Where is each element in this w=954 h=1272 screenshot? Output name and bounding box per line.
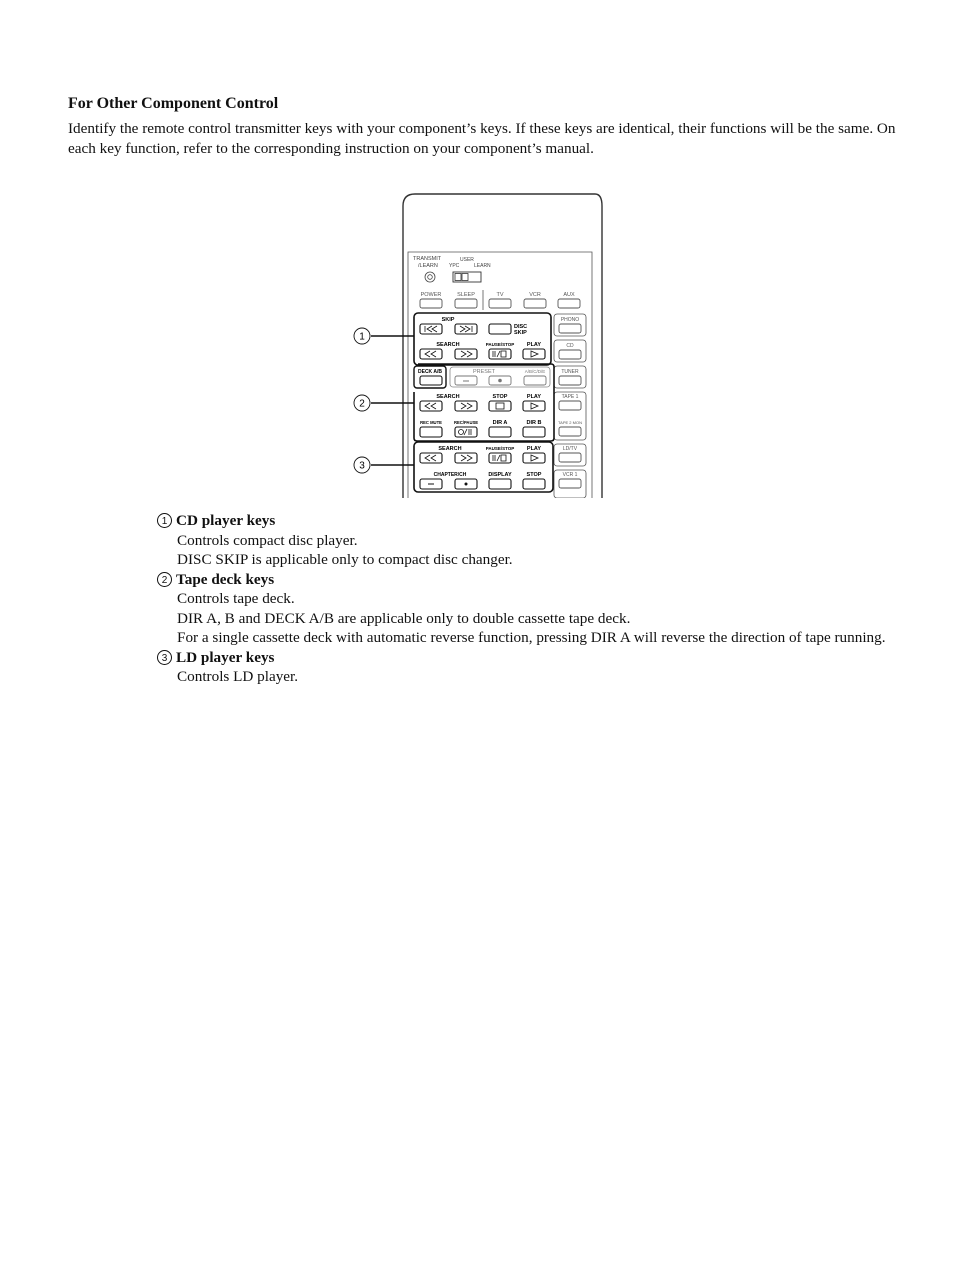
- learn-label: /LEARN: [418, 263, 438, 269]
- vcr1-key-label: VCR 1: [562, 472, 578, 478]
- tape-dir-a-label: DIR A: [492, 420, 508, 426]
- legend-line: DIR A, B and DECK A/B are applicable only to double cassette tape deck.: [177, 609, 631, 627]
- abcde-label: A/B/C/D/E: [524, 369, 546, 374]
- callout-3-number: 3: [359, 460, 365, 472]
- preset-label: PRESET: [472, 369, 496, 375]
- ldtv-key-label: LD/TV: [562, 446, 578, 452]
- ld-search-label: SEARCH: [438, 446, 462, 452]
- legend-entry-cd: [157, 511, 897, 570]
- tape1-key-label: TAPE 1: [561, 394, 579, 400]
- power-key-label: POWER: [420, 292, 442, 298]
- key-legend: [157, 511, 897, 687]
- cd-search-label: SEARCH: [436, 342, 460, 348]
- legend-entry-ld: [157, 648, 897, 687]
- user-label: USER: [460, 257, 474, 263]
- cd-disc-skip-label: SKIP: [514, 330, 527, 336]
- tv-key-label: TV: [496, 292, 504, 298]
- vcr-key-label: VCR: [529, 292, 541, 298]
- callout-1-number: 1: [359, 331, 365, 343]
- ld-stop-label: STOP: [526, 472, 542, 478]
- legend-line: Controls compact disc player.: [177, 531, 358, 549]
- cd-input-key-label: CD: [566, 343, 574, 349]
- ld-pause-stop-label: PAUSE/STOP: [485, 446, 515, 451]
- ld-display-label: DISPLAY: [488, 472, 512, 478]
- cd-skip-label: SKIP: [441, 317, 455, 323]
- legend-title-ld: LD player keys: [176, 648, 275, 666]
- cd-pause-stop-label: PAUSE/STOP: [485, 342, 515, 347]
- legend-entry-tape: [157, 570, 897, 648]
- tape-rec-pause-label: REC/PAUSE: [453, 420, 479, 425]
- callout-2-number: 2: [359, 398, 365, 410]
- legend-line: Controls tape deck.: [177, 590, 295, 607]
- legend-title-cd: CD player keys: [176, 512, 276, 529]
- tape-stop-label: STOP: [492, 394, 508, 400]
- cd-disc-label: DISC: [514, 324, 528, 330]
- section-heading: For Other Component Control: [68, 95, 279, 112]
- tape-rec-mute-label: REC MUTE: [420, 420, 442, 425]
- remote-control-figure: [340, 186, 620, 498]
- legend-title-tape: Tape deck keys: [176, 570, 275, 588]
- legend-number-2: 2: [157, 572, 172, 587]
- sleep-key-label: SLEEP: [457, 292, 475, 298]
- deck-ab-label: DECK A/B: [418, 369, 442, 375]
- tape-play-label: PLAY: [526, 394, 542, 400]
- legend-number-1: 1: [157, 513, 172, 528]
- tape-search-label: SEARCH: [436, 394, 460, 400]
- learn-switch-label: LEARN: [474, 263, 491, 269]
- ld-play-label: PLAY: [526, 446, 542, 452]
- intro-paragraph: Identify the remote control transmitter keys with your component’s keys. If these keys are identical, their functions will be the same. On each key function, refer to the corresponding instruction on your component’s manual.: [68, 120, 896, 157]
- legend-line: For a single cassette deck with automatic reverse function, pressing DIR A will reverse the direction of tape running.: [177, 629, 886, 646]
- tape-dir-b-label: DIR B: [526, 420, 542, 426]
- legend-number-3: 3: [157, 650, 172, 665]
- remote-control-illustration: [340, 186, 620, 498]
- transmit-label: TRANSMIT: [413, 256, 442, 262]
- aux-key-label: AUX: [563, 292, 575, 298]
- phono-key-label: PHONO: [560, 317, 580, 323]
- legend-line: Controls LD player.: [177, 668, 299, 685]
- legend-line: DISC SKIP is applicable only to compact disc changer.: [177, 551, 513, 568]
- ld-chapter-label: CHAPTER/CH: [433, 472, 467, 478]
- tape2-key-label: TAPE 2 MON: [558, 420, 582, 425]
- ypc-label: YPC: [449, 263, 460, 269]
- cd-play-label: PLAY: [526, 342, 542, 348]
- tuner-key-label: TUNER: [561, 369, 579, 375]
